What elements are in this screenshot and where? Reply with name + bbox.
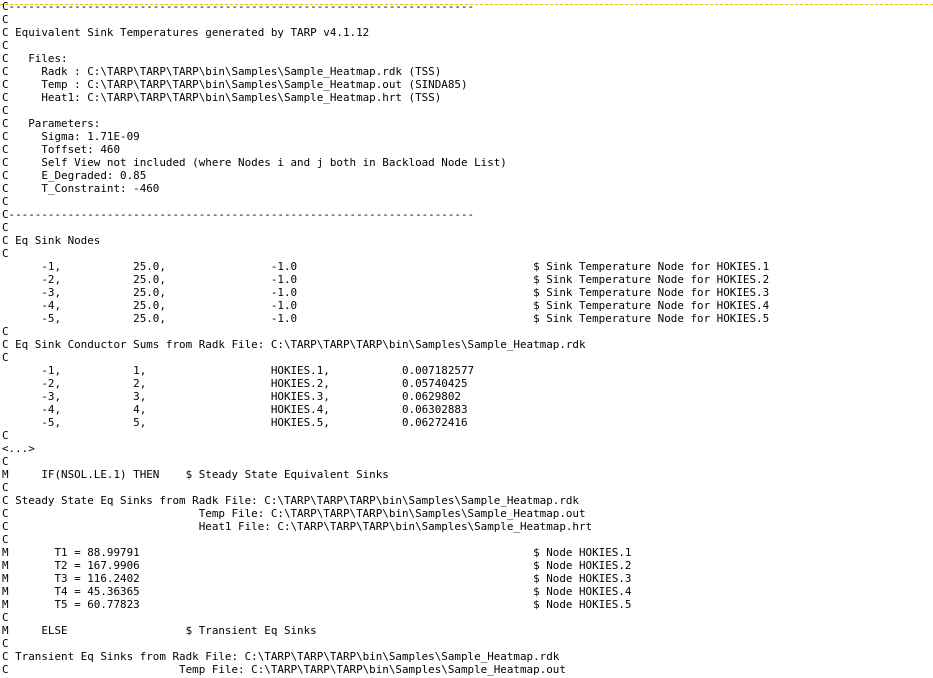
code-line: C Temp : C:\TARP\TARP\TARP\bin\Samples\Sample_Heatmap.out (SINDA85): [2, 78, 468, 91]
code-line: C: [2, 104, 9, 117]
code-line: -1, 25.0, -1.0 $ Sink Temperature Node for HOKIES.1: [2, 260, 770, 273]
code-line: <...>: [2, 442, 35, 455]
code-line: C Temp File: C:\TARP\TARP\TARP\bin\Samples\Sample_Heatmap.out: [2, 663, 566, 676]
code-line: -4, 4, HOKIES.4, 0.06302883: [2, 403, 468, 416]
code-line: C Temp File: C:\TARP\TARP\TARP\bin\Samples\Sample_Heatmap.out: [2, 507, 586, 520]
code-line: C: [2, 429, 9, 442]
code-line: -4, 25.0, -1.0 $ Sink Temperature Node for HOKIES.4: [2, 299, 770, 312]
code-line: C: [2, 195, 9, 208]
code-line: C Heat1 File: C:\TARP\TARP\TARP\bin\Samples\Sample_Heatmap.hrt: [2, 520, 593, 533]
code-line: M T1 = 88.99791 $ Node HOKIES.1: [2, 546, 632, 559]
code-line: C: [2, 351, 9, 364]
code-line: -5, 5, HOKIES.5, 0.06272416: [2, 416, 468, 429]
code-line: C: [2, 611, 9, 624]
code-line: C Transient Eq Sinks from Radk File: C:\TARP\TARP\TARP\bin\Samples\Sample_Heatmap.rdk: [2, 650, 560, 663]
code-line: M IF(NSOL.LE.1) THEN $ Steady State Equivalent Sinks: [2, 468, 389, 481]
code-line: C Equivalent Sink Temperatures generated by TARP v4.1.12: [2, 26, 370, 39]
code-line: C Self View not included (where Nodes i and j both in Backload Node List): [2, 156, 507, 169]
code-line: C Eq Sink Nodes: [2, 234, 101, 247]
code-line: C Sigma: 1.71E-09: [2, 130, 140, 143]
code-line: M ELSE $ Transient Eq Sinks: [2, 624, 317, 637]
code-line: M T3 = 116.2402 $ Node HOKIES.3: [2, 572, 632, 585]
code-line: -3, 25.0, -1.0 $ Sink Temperature Node for HOKIES.3: [2, 286, 770, 299]
code-line: -5, 25.0, -1.0 $ Sink Temperature Node for HOKIES.5: [2, 312, 770, 325]
code-line: C: [2, 247, 9, 260]
code-line: C-----------------------------------------------------------------------: [2, 208, 475, 221]
code-text[interactable]: [2, 0, 769, 676]
code-line: C: [2, 481, 9, 494]
code-line: M T5 = 60.77823 $ Node HOKIES.5: [2, 598, 632, 611]
code-line: C Radk : C:\TARP\TARP\TARP\bin\Samples\Sample_Heatmap.rdk (TSS): [2, 65, 442, 78]
code-line: C Heat1: C:\TARP\TARP\TARP\bin\Samples\Sample_Heatmap.hrt (TSS): [2, 91, 442, 104]
code-line: C Toffset: 460: [2, 143, 121, 156]
code-line: C Files:: [2, 52, 68, 65]
code-line: -2, 25.0, -1.0 $ Sink Temperature Node for HOKIES.2: [2, 273, 770, 286]
code-line: C Steady State Eq Sinks from Radk File: C:\TARP\TARP\TARP\bin\Samples\Sample_Heatmap.rdk: [2, 494, 579, 507]
code-line: -3, 3, HOKIES.3, 0.0629802: [2, 390, 461, 403]
code-line: -2, 2, HOKIES.2, 0.05740425: [2, 377, 468, 390]
code-line: M T2 = 167.9906 $ Node HOKIES.2: [2, 559, 632, 572]
code-line: C: [2, 221, 9, 234]
code-line: C: [2, 325, 9, 338]
code-line: C: [2, 637, 9, 650]
code-line: C: [2, 533, 9, 546]
code-line: C Eq Sink Conductor Sums from Radk File: C:\TARP\TARP\TARP\bin\Samples\Sample_Heatmap.rdk: [2, 338, 586, 351]
code-line: C: [2, 13, 9, 26]
code-line: C Parameters:: [2, 117, 101, 130]
code-line: -1, 1, HOKIES.1, 0.007182577: [2, 364, 475, 377]
code-line: M T4 = 45.36365 $ Node HOKIES.4: [2, 585, 632, 598]
code-line: C: [2, 455, 9, 468]
code-line: C: [2, 39, 9, 52]
code-line: C T_Constraint: -460: [2, 182, 160, 195]
code-line: C E_Degraded: 0.85: [2, 169, 147, 182]
code-line: C-----------------------------------------------------------------------: [2, 0, 475, 13]
